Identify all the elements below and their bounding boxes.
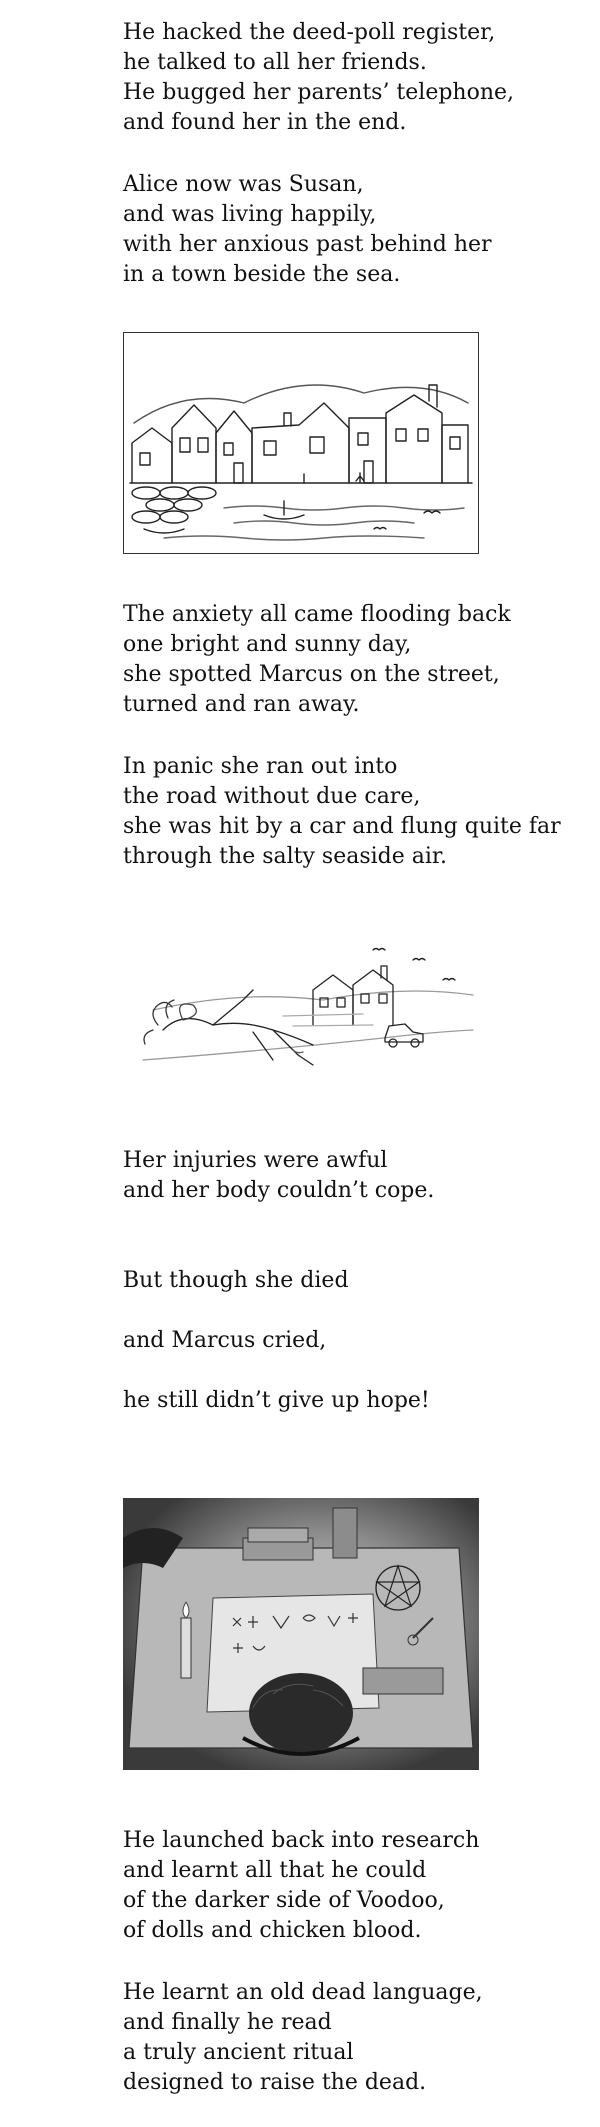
voodoo-desk-ink-wash-icon [123,1498,479,1770]
voodoo-desk-illustration [123,1498,479,1770]
poem-line: of dolls and chicken blood. [123,1918,422,1943]
poem-line: and finally he read [123,2010,332,2035]
stanza-8 [123,1386,430,1416]
poem-line: But though she died [123,1268,349,1293]
poem-line: and was living happily, [123,202,377,227]
car-accident-illustration [123,930,483,1090]
stanza-10 [123,1978,483,2098]
poem-line: one bright and sunny day, [123,632,412,657]
poem-line: In panic she ran out into [123,754,398,779]
poem-line: she was hit by a car and flung quite far [123,814,561,839]
stanza-5 [123,1146,434,1206]
poem-line: turned and ran away. [123,692,360,717]
poem-line: he talked to all her friends. [123,50,427,75]
poem-line: she spotted Marcus on the street, [123,662,500,687]
stanza-2 [123,170,492,290]
stanza-7 [123,1326,326,1356]
poem-line: Her injuries were awful [123,1148,388,1173]
stanza-9 [123,1826,479,1946]
stanza-6 [123,1266,349,1296]
poem-line: Alice now was Susan, [123,172,364,197]
stanza-1 [123,18,514,138]
poem-line: and her body couldn’t cope. [123,1178,435,1203]
poem-line: in a town beside the sea. [123,262,401,287]
poem-line: he still didn’t give up hope! [123,1388,430,1413]
poem-line: and learnt all that he could [123,1858,427,1883]
stanza-3 [123,600,511,720]
stanza-4 [123,752,561,872]
poem-line: and found her in the end. [123,110,407,135]
poem-line: He bugged her parents’ telephone, [123,80,515,105]
poem-line: a truly ancient ritual [123,2040,354,2065]
poem-line: He learnt an old dead language, [123,1980,483,2005]
poem-line: through the salty seaside air. [123,844,448,869]
poem-line: of the darker side of Voodoo, [123,1888,445,1913]
poem-line: and Marcus cried, [123,1328,327,1353]
seaside-town-illustration [123,332,479,554]
poem-line: the road without due care, [123,784,421,809]
seaside-town-sketch-icon [124,333,478,553]
poem-line: He launched back into research [123,1828,480,1853]
poem-line: designed to raise the dead. [123,2070,427,2095]
car-accident-sketch-icon [123,930,483,1090]
poem-line: with her anxious past behind her [123,232,492,257]
poem-line: The anxiety all came flooding back [123,602,511,627]
poem-line: He hacked the deed-poll register, [123,20,496,45]
